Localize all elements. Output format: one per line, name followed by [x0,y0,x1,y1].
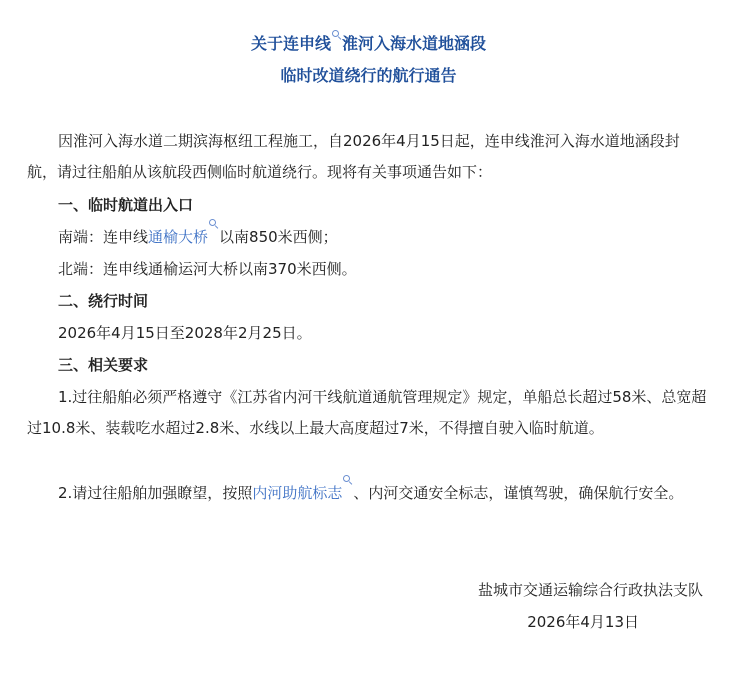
section-3-heading: 三、相关要求 [58,356,149,374]
signature-organization: 盐城市交通运输综合行政执法支队 [477,581,703,599]
title-line-2: 临时改道绕行的航行通告 [280,66,457,85]
bridge-link[interactable]: 通榆大桥 [148,228,209,246]
title-part-2: 淮河入海水道地涵段 [342,34,487,53]
search-icon[interactable] [209,219,218,228]
signature-date: 2026年4月13日 [527,613,639,631]
intro-paragraph: 因淮河入海水道二期滨海枢纽工程施工，自2026年4月15日起，连申线淮河入海水道地涵段封航，请过往船舶从该航段西侧临时航道绕行。现将有关事项通告如下： [27,132,680,181]
search-icon[interactable] [343,475,352,484]
south-prefix: 南端：连申线 [58,228,149,246]
south-entrance [27,222,707,253]
title-line-1 [0,33,737,55]
section-2-heading: 二、绕行时间 [58,292,149,310]
search-icon[interactable] [332,30,341,39]
north-entrance: 北端：连申线通榆运河大桥以南370米西侧。 [58,260,357,278]
navigation-mark-link[interactable]: 内河助航标志 [252,484,343,502]
section-1-heading: 一、临时航道出入口 [58,196,194,214]
detour-time: 2026年4月15日至2028年2月25日。 [58,324,312,342]
requirement-2 [27,478,707,509]
title-part-1: 关于连申线 [250,34,331,53]
requirement-1: 1.过往船舶必须严格遵守《江苏省内河干线航道通航管理规定》规定，单船总长超过58米、总宽超过10.8米、装载吃水超过2.8米、水线以上最大高度超过7米，不得擅自驶入临时航道。 [27,388,707,437]
requirement-2-prefix: 2.请过往船舶加强瞭望，按照 [58,484,253,502]
south-suffix: 以南850米西侧； [219,228,338,246]
requirement-2-suffix: 、内河交通安全标志，谨慎驾驶，确保航行安全。 [353,484,684,502]
